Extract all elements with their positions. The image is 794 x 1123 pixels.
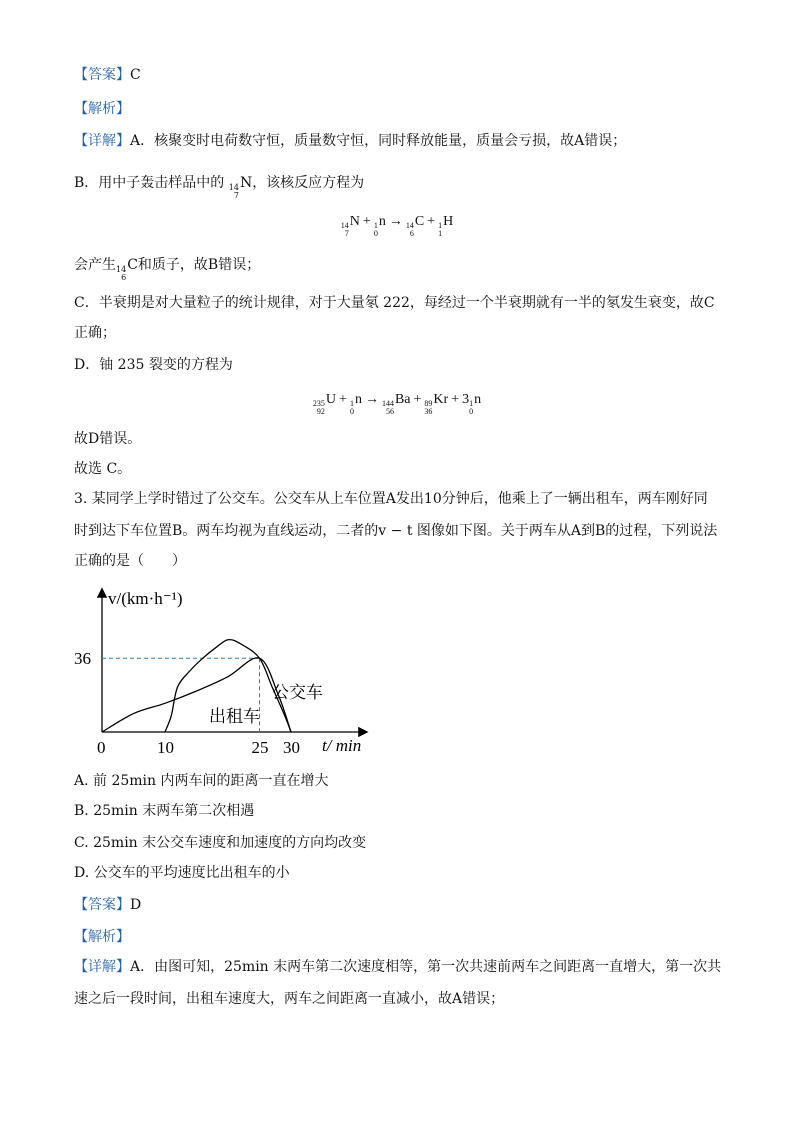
y-tick-label: 36 [74,649,91,669]
detail-b-pre: B．用中子轰击样品中的 [74,175,225,191]
detail3-a-line1 [74,958,721,976]
y-axis-label: v/(km·h⁻¹) [108,589,183,608]
detail3-a-text: A．由图可知，25min 末两车第二次速度相等，第一次共速前两车之间距离一直增大，第一次共 [130,959,722,975]
answer-value: D [130,897,142,913]
detail-d-line: D．铀 235 裂变的方程为 [74,357,233,373]
detail-a-text: A．核聚变时电荷数守恒，质量数守恒，同时释放能量，质量会亏损，故A错误； [130,133,627,149]
answer-line-1 [74,66,141,84]
detail-b2-pre: 会产生 [74,257,116,273]
detail-b-post: ，该核反应方程为 [252,175,365,191]
detail-tag: 【详解】 [74,133,130,149]
detail-d-conclusion: 故D错误。 [74,431,142,447]
x-axis-label: t/ min [322,736,362,755]
detail-b2-post: 和质子，故B错误； [137,257,261,273]
option-c: C. 25min 末公交车速度和加速度的方向均改变 [74,835,367,851]
x-tick-label: 25 [251,738,269,757]
x-tick-label: 0 [97,738,106,757]
nucleus-n14: 14 7 N [228,175,253,200]
x-tick-label: 30 [283,738,300,757]
detail-a-line [74,132,626,150]
question3-line3: 正确的是（ ） [74,553,186,569]
detail-tag: 【详解】 [74,959,130,975]
answer-tag: 【答案】 [74,67,130,83]
equation-1: 14 7 N + 1 0 n → 14 6 C + 1 1 H [340,214,454,238]
analysis-tag: 【解析】 [74,101,130,117]
detail-c-line2: 正确； [74,325,116,341]
detail-c-line1: C．半衰期是对大量粒子的统计规律，对于大量氡 222，每经过一个半衰期就有一半的氡发生衰变，故C [74,295,715,311]
nucleus-c14: 14 6 C [116,257,138,282]
answer-tag: 【答案】 [74,897,130,913]
choose-line: 故选 C。 [74,461,132,477]
equation-2: 235 92 U + 1 0 n → 144 56 Ba + 89 36 Kr + 3 1 0 n [312,392,482,416]
series-line-bus [102,658,291,732]
option-d: D. 公交车的平均速度比出租车的小 [74,865,290,881]
x-tick-label: 10 [157,738,174,757]
answer-value: C [130,67,141,83]
analysis-tag: 【解析】 [74,929,130,945]
analysis-line-3 [74,928,130,946]
analysis-line-1 [74,100,130,118]
option-a: A. 前 25min 内两车间的距离一直在增大 [74,773,329,789]
question3-line2: 时到达下车位置B。两车均视为直线运动，二者的v − t 图像如下图。关于两车从A到B的过程，下列说法 [74,523,718,539]
option-b: B. 25min 末两车第二次相遇 [74,803,255,819]
question3-line1: 3. 某同学上学时错过了公交车。公交车从上车位置A发出10分钟后，他乘上了一辆出租车，两车刚好同 [74,491,708,507]
series-label-taxi: 出租车 [209,707,260,726]
vt-chart [66,582,376,762]
series-label-bus: 公交车 [272,683,323,702]
answer-line-3 [74,896,141,914]
detail3-a-line2: 速之后一段时间，出租车速度大，两车之间距离一直减小，故A错误； [74,991,505,1007]
detail-b2-line [74,256,260,282]
detail-b-line [74,174,364,200]
